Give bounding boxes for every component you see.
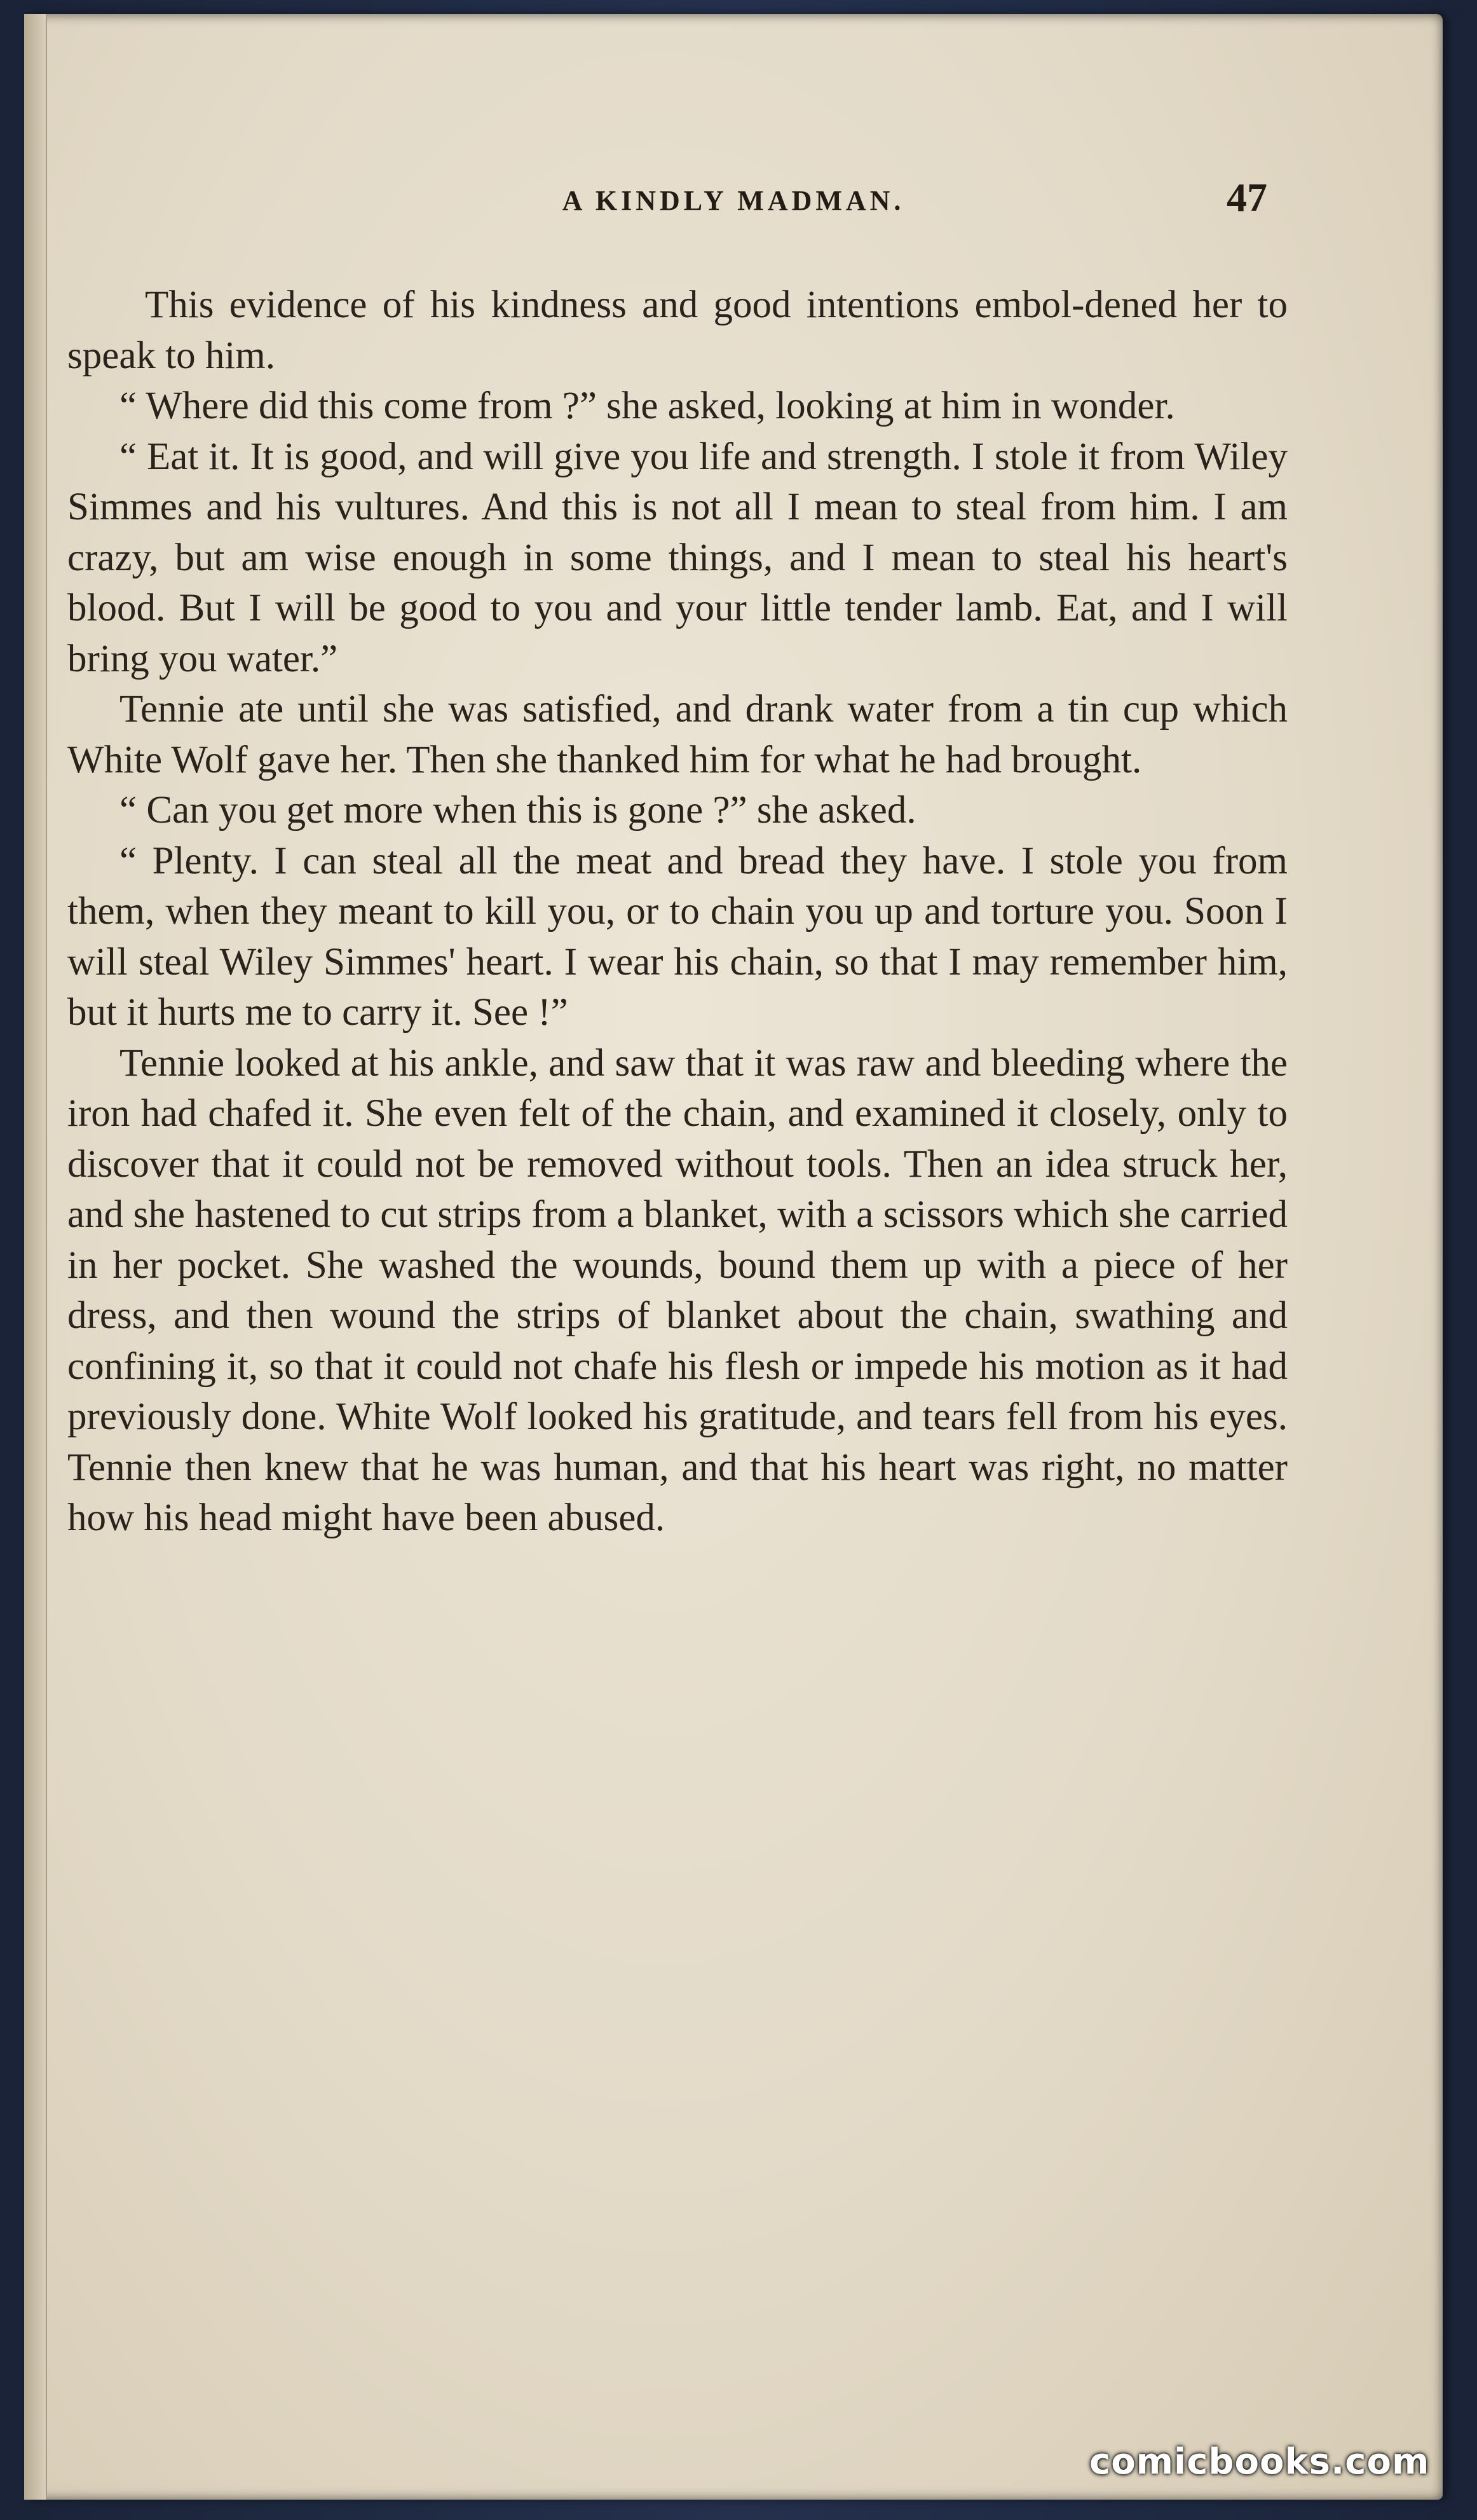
book-page <box>24 14 1443 2500</box>
watermark: comicbooks.com <box>1089 2441 1430 2482</box>
body-text <box>67 280 1288 1544</box>
paragraph: Tennie looked at his ankle, and saw that it was raw and bleeding where the iron had chafed it. She even felt of the chain, and examined it closely, only to discover that it could not be removed without tools. Then an idea struck her, and she hastened to cut strips from a blanket, with a scissors which she carried in her pocket. She washed the wounds, bound them up with a piece of her dress, and then wound the strips of blanket about the chain, swathing and confining it, so that it could not chafe his flesh or impede his motion as it had previously done. White Wolf looked his gratitude, and tears fell from his eyes. Tennie then knew that he was human, and that his heart was right, no matter how his head might have been abused. <box>67 1041 1288 1539</box>
paragraph: “ Can you get more when this is gone ?” she asked. <box>119 789 916 832</box>
page-gutter <box>24 14 47 2500</box>
paragraph: Tennie ate until she was satisfied, and drank water from a tin cup which White Wolf gave her. Then she thanked him for what he had brought. <box>67 688 1288 781</box>
page-number: 47 <box>1227 175 1267 220</box>
paragraph: “ Eat it. It is good, and will give you life and strength. I stole it from Wiley Simmes and his vultures. And this is not all I mean to steal from him. I am crazy, but am wise enough in some things, and I mean to steal his heart's blood. But I will be good to you and your little tender lamb. Eat, and I will bring you water.” <box>67 435 1288 680</box>
paragraph: “ Plenty. I can steal all the meat and bread they have. I stole you from them, when they meant to kill you, or to chain you up and torture you. Soon I will steal Wiley Simmes' heart. I wear his chain, so that I may remember him, but it hurts me to carry it. See !” <box>67 839 1288 1034</box>
paragraph: This evidence of his kindness and good intentions embol-dened her to speak to him. <box>67 284 1288 377</box>
running-head: A KINDLY MADMAN. <box>562 185 905 216</box>
paragraph: “ Where did this come from ?” she asked, looking at him in wonder. <box>119 385 1175 427</box>
